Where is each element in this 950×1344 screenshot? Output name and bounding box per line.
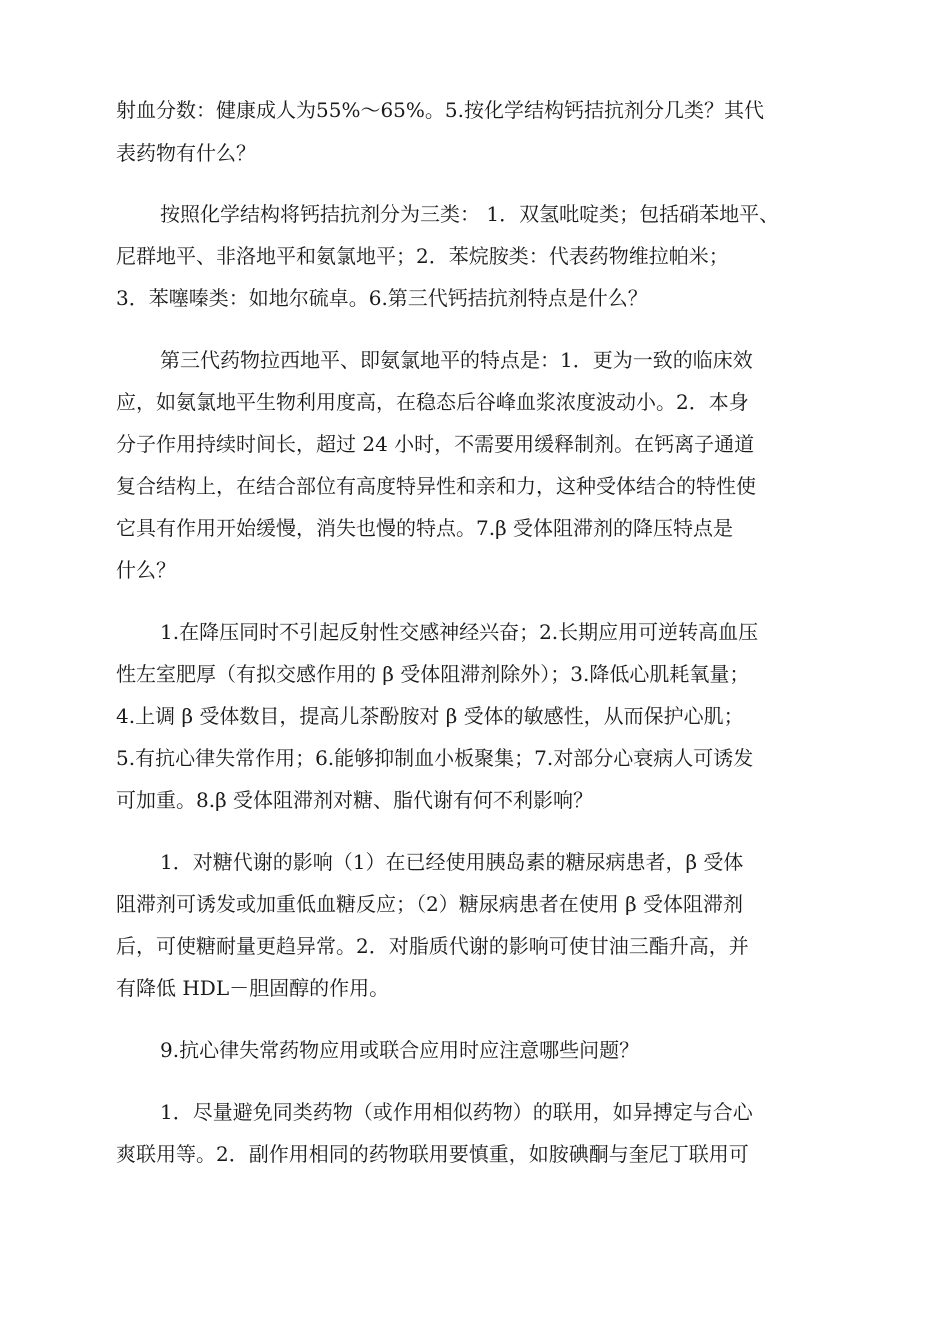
text-line: 5.有抗心律失常作用；6.能够抑制血小板聚集；7.对部分心衰病人可诱发	[116, 746, 754, 770]
text-line: 1．对糖代谢的影响（1）在已经使用胰岛素的糖尿病患者，β 受体	[160, 850, 744, 874]
text-line: 9.抗心律失常药物应用或联合应用时应注意哪些问题？	[160, 1038, 640, 1062]
text-line: 第三代药物拉西地平、即氨氯地平的特点是：1．更为一致的临床效	[160, 348, 753, 372]
text-line: 1．尽量避免同类药物（或作用相似药物）的联用，如异搏定与合心	[160, 1100, 753, 1124]
text-line: 复合结构上，在结合部位有高度特异性和亲和力，这种受体结合的特性使	[116, 474, 756, 498]
text-line: 分子作用持续时间长，超过 24 小时，不需要用缓释制剂。在钙离子通道	[116, 432, 755, 456]
text-line: 可加重。8.β 受体阻滞剂对糖、脂代谢有何不利影响？	[116, 788, 594, 812]
text-line: 射血分数：健康成人为55%～65%。5.按化学结构钙拮抗剂分几类？其代	[116, 98, 764, 122]
text-line: 表药物有什么？	[116, 141, 256, 165]
text-line: 应，如氨氯地平生物利用度高，在稳态后谷峰血浆浓度波动小。2．本身	[116, 390, 749, 414]
text-line: 性左室肥厚（有拟交感作用的 β 受体阻滞剂除外）；3.降低心肌耗氧量；	[116, 662, 750, 686]
text-line: 有降低 HDL－胆固醇的作用。	[116, 976, 390, 1000]
text-line: 它具有作用开始缓慢，消失也慢的特点。7.β 受体阻滞剂的降压特点是	[116, 516, 734, 540]
text-line: 什么？	[116, 558, 176, 582]
text-line: 1.在降压同时不引起反射性交感神经兴奋；2.长期应用可逆转高血压	[160, 620, 759, 644]
text-line: 爽联用等。2．副作用相同的药物联用要慎重，如胺碘酮与奎尼丁联用可	[116, 1142, 749, 1166]
text-line: 3．苯噻嗪类：如地尔硫卓。6.第三代钙拮抗剂特点是什么？	[116, 286, 648, 310]
text-line: 后，可使糖耐量更趋异常。2．对脂质代谢的影响可使甘油三酯升高，并	[116, 934, 749, 958]
text-line: 阻滞剂可诱发或加重低血糖反应；（2）糖尿病患者在使用 β 受体阻滞剂	[116, 892, 744, 916]
text-line: 尼群地平、非洛地平和氨氯地平；2．苯烷胺类：代表药物维拉帕米；	[116, 244, 729, 268]
text-line: 4.上调 β 受体数目，提高儿茶酚胺对 β 受体的敏感性，从而保护心肌；	[116, 704, 744, 728]
text-line: 按照化学结构将钙拮抗剂分为三类： 1．双氢吡啶类；包括硝苯地平、	[160, 202, 780, 226]
